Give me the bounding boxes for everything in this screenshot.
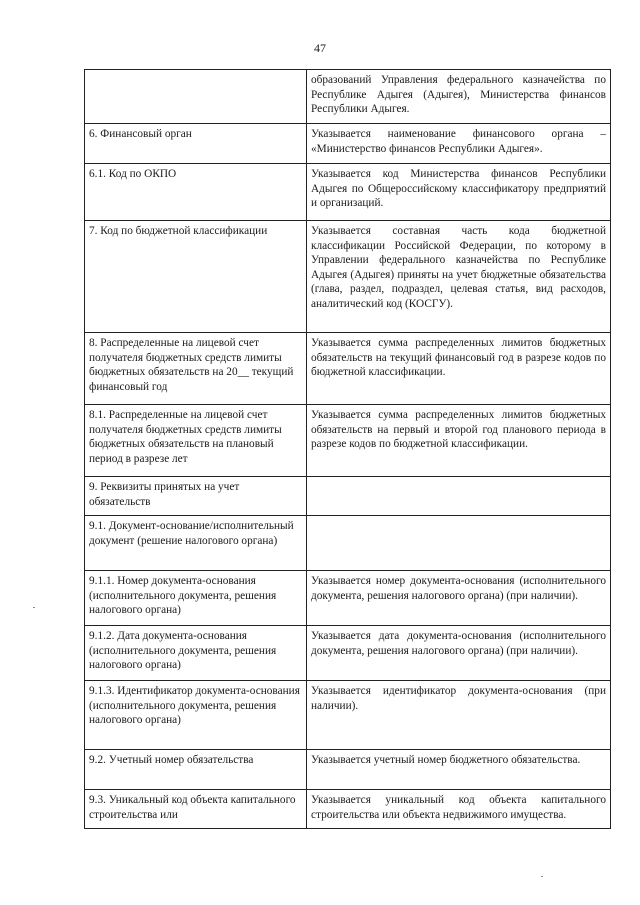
scan-speck bbox=[541, 876, 543, 877]
row-label: 8. Распределенные на лицевой счет получателя бюджетных средств лимиты бюджетных обязательств на 20__ текущий финансовый год bbox=[85, 333, 307, 405]
row-label: 8.1. Распределенные на лицевой счет получателя бюджетных средств лимиты бюджетных обязательств на плановый период в разрезе лет bbox=[85, 405, 307, 477]
table-row bbox=[85, 626, 611, 681]
row-description: Указывается наименование финансового органа – «Министерство финансов Республики Адыгея». bbox=[307, 124, 611, 164]
table-row bbox=[85, 790, 611, 829]
table-row bbox=[85, 750, 611, 790]
table-row bbox=[85, 477, 611, 516]
requisites-table bbox=[84, 69, 611, 829]
scan-speck bbox=[33, 607, 35, 608]
table-row bbox=[85, 124, 611, 164]
row-description: Указывается номер документа-основания (исполнительного документа, решения налогового органа) (при наличии). bbox=[307, 571, 611, 626]
row-label: 9.1. Документ-основание/исполнительный документ (решение налогового органа) bbox=[85, 516, 307, 571]
row-label: 9.1.3. Идентификатор документа-основания (исполнительного документа, решения налогового органа) bbox=[85, 681, 307, 750]
row-description: Указывается дата документа-основания (исполнительного документа, решения налогового органа) (при наличии). bbox=[307, 626, 611, 681]
row-description: образований Управления федерального казначейства по Республике Адыгея (Адыгея), Министерства финансов Республики Адыгея. bbox=[307, 70, 611, 124]
table-row bbox=[85, 333, 611, 405]
table-row bbox=[85, 70, 611, 124]
row-label: 9.3. Уникальный код объекта капитального строительства или bbox=[85, 790, 307, 829]
row-label bbox=[85, 70, 307, 124]
table-row bbox=[85, 164, 611, 221]
table-row bbox=[85, 571, 611, 626]
row-label: 9.1.1. Номер документа-основания (исполнительного документа, решения налогового органа) bbox=[85, 571, 307, 626]
row-description: Указывается идентификатор документа-основания (при наличии). bbox=[307, 681, 611, 750]
row-description bbox=[307, 516, 611, 571]
table-row bbox=[85, 405, 611, 477]
row-label: 9.1.2. Дата документа-основания (исполнительного документа, решения налогового органа) bbox=[85, 626, 307, 681]
row-label: 6. Финансовый орган bbox=[85, 124, 307, 164]
row-description: Указывается код Министерства финансов Республики Адыгея по Общероссийскому классификатору предприятий и организаций. bbox=[307, 164, 611, 221]
row-label: 6.1. Код по ОКПО bbox=[85, 164, 307, 221]
row-label: 9.2. Учетный номер обязательства bbox=[85, 750, 307, 790]
row-description: Указывается сумма распределенных лимитов бюджетных обязательств на текущий финансовый год в разрезе кодов по бюджетной классификации. bbox=[307, 333, 611, 405]
row-description: Указывается составная часть кода бюджетной классификации Российской Федерации, по которому в Управлении федерального казначейства по Республике Адыгея (Адыгея) приняты на учет бюджетные обязательства (глава, раздел, подраздел, целевая статья, вид расходов, аналитический код (КОСГУ). bbox=[307, 221, 611, 333]
row-description bbox=[307, 477, 611, 516]
row-description: Указывается уникальный код объекта капитального строительства или объекта недвижимого имущества. bbox=[307, 790, 611, 829]
row-label: 7. Код по бюджетной классификации bbox=[85, 221, 307, 333]
table-row bbox=[85, 681, 611, 750]
row-label: 9. Реквизиты принятых на учет обязательств bbox=[85, 477, 307, 516]
row-description: Указывается сумма распределенных лимитов бюджетных обязательств на первый и второй год планового периода в разрезе кодов по бюджетной классификации. bbox=[307, 405, 611, 477]
table-row bbox=[85, 516, 611, 571]
row-description: Указывается учетный номер бюджетного обязательства. bbox=[307, 750, 611, 790]
page-number: 47 bbox=[314, 41, 326, 55]
table-row bbox=[85, 221, 611, 333]
